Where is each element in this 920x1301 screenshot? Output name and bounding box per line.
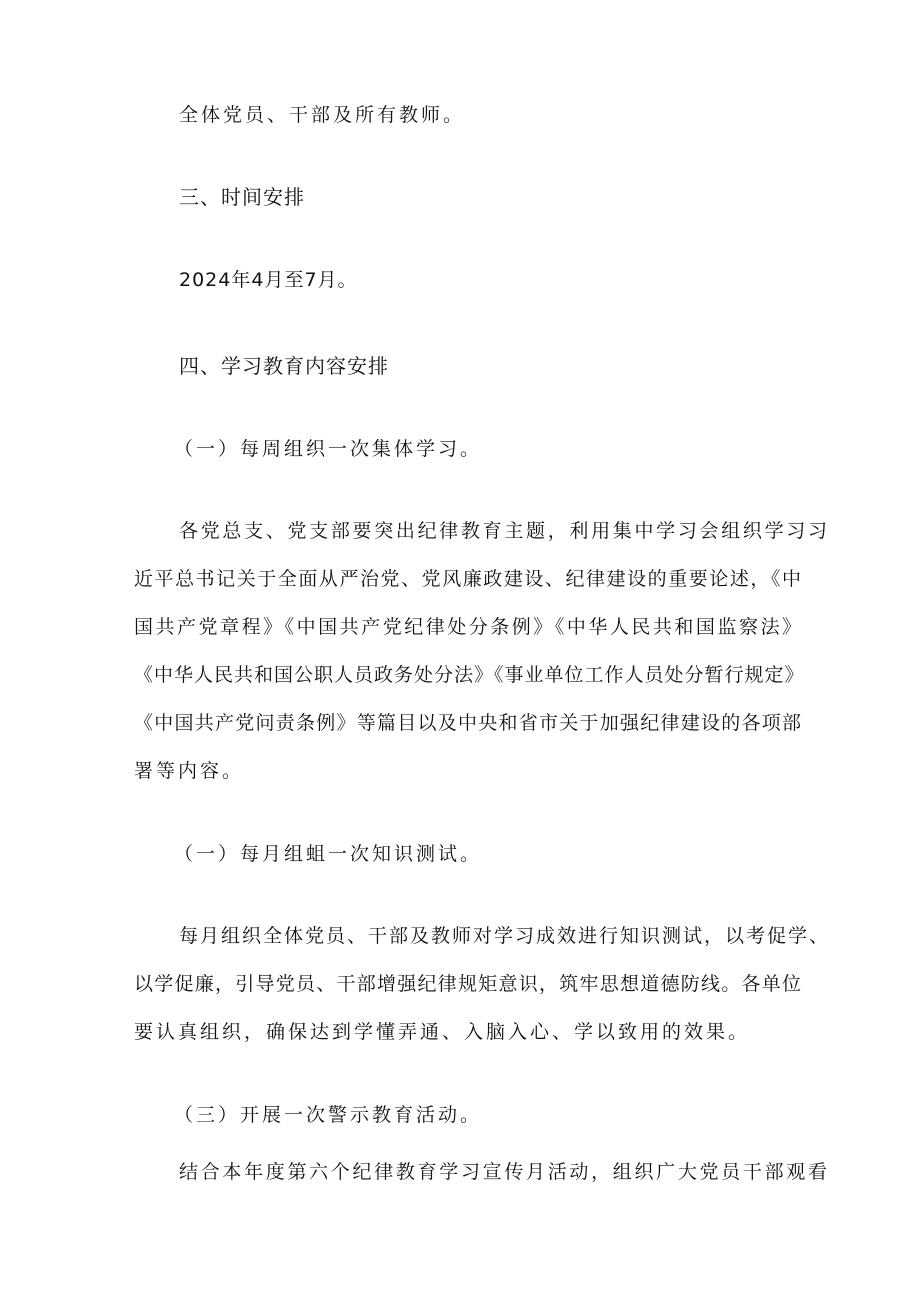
weekly-study-line-4: 《中华人民共和国公职人员政务处分法》《事业单位工作人员处分暂行规定》 <box>134 664 805 686</box>
weekly-study-line-3: 国共产党章程》《中国共产党纪律处分条例》《中华人民共和国监察法》 <box>134 616 802 638</box>
weekly-study-line-6: 署等内容。 <box>134 760 245 782</box>
time-paragraph: 2024年4月至7月。 <box>179 269 358 291</box>
monthly-test-line-1: 每月组织全体党员、干部及教师对学习成效进行知识测试，以考促学、 <box>179 925 831 947</box>
weekly-study-line-1: 各党总支、党支部要突出纪律教育主题，利用集中学习会组织学习习 <box>179 520 829 542</box>
subsection-title-monthly-test: （一）每月组蛆一次知识测试。 <box>174 843 483 865</box>
monthly-test-line-2: 以学促廉，引导党员、干部增强纪律规矩意识，筑牢思想道德防线。各单位 <box>134 973 802 995</box>
weekly-study-line-2: 近平总书记关于全面从严治党、党风廉政建设、纪律建设的重要论述，《中 <box>134 568 802 590</box>
monthly-test-line-3: 要认真组织，确保达到学懂弄通、入脑入心、学以致用的效果。 <box>134 1021 751 1043</box>
audience-paragraph: 全体党员、干部及所有教师。 <box>179 104 466 126</box>
section-heading-content: 四、学习教育内容安排 <box>179 354 389 378</box>
subsection-title-weekly-study: （一）每周组织一次集体学习。 <box>174 438 483 460</box>
warning-education-line-1: 结合本年度第六个纪律教育学习宣传月活动，组织广大党员干部观看 <box>179 1161 829 1183</box>
subsection-title-warning-education: （三）开展一次警示教育活动。 <box>174 1104 483 1126</box>
section-heading-time: 三、时间安排 <box>179 185 305 209</box>
weekly-study-line-5: 《中国共产党问责条例》等篇目以及中央和省市关于加强纪律建设的各项部 <box>134 712 802 734</box>
